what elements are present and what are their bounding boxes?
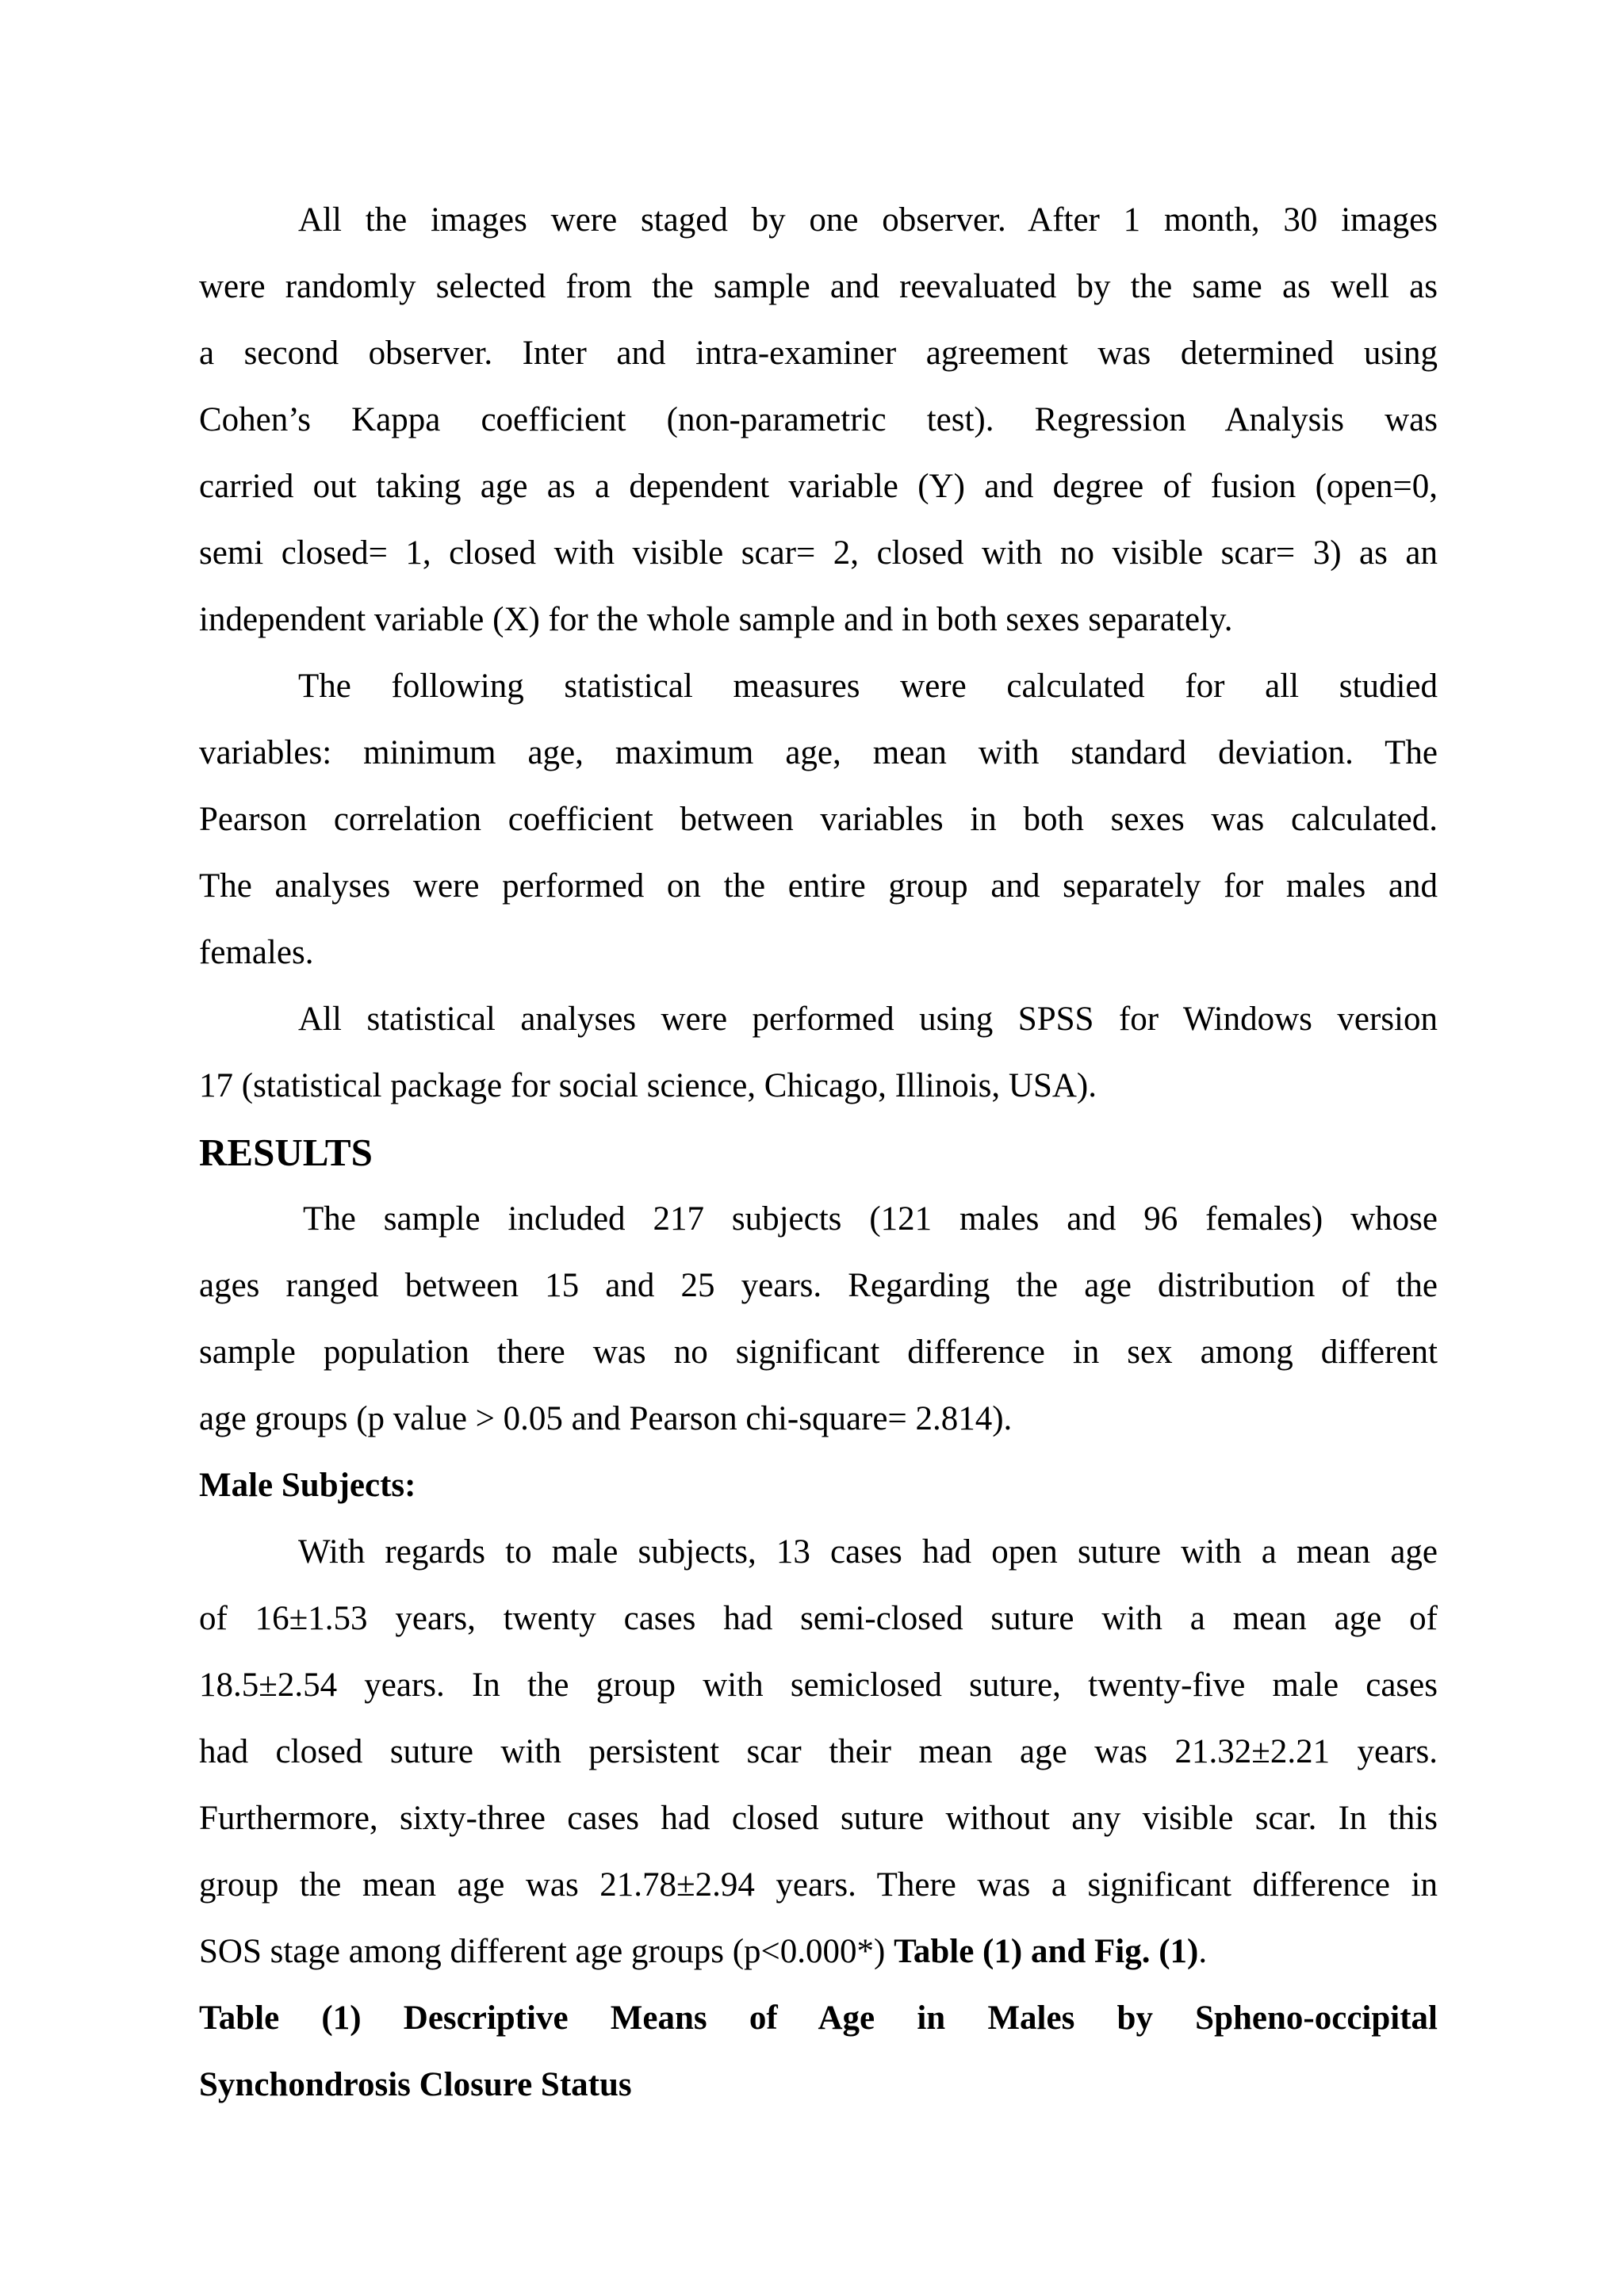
text-line: sample population there was no significant difference in sex among different — [199, 1334, 1438, 1371]
text-run: . — [1198, 1933, 1208, 1970]
text-line: age groups (p value > 0.05 and Pearson chi-square= 2.814). — [199, 1400, 1013, 1437]
text-line: With regards to male subjects, 13 cases had open suture with a mean age — [298, 1533, 1438, 1571]
table-caption — [199, 1985, 1438, 2118]
results-paragraph-male-subjects — [199, 1519, 1438, 1985]
text-line: had closed suture with persistent scar their mean age was 21.32±2.21 years. — [199, 1733, 1438, 1770]
text-line — [199, 1919, 1438, 1985]
methods-paragraph-statistical-measures — [199, 653, 1438, 986]
text-line: variables: minimum age, maximum age, mean with standard deviation. The — [199, 734, 1438, 771]
table-figure-reference: Table (1) and Fig. (1) — [894, 1933, 1199, 1970]
caption-line: Table (1) Descriptive Means of Age in Males by Spheno-occipital — [199, 1999, 1438, 2037]
text-line: carried out taking age as a dependent variable (Y) and degree of fusion (open=0, — [199, 468, 1438, 505]
results-heading: RESULTS — [199, 1131, 373, 1174]
methods-paragraph-spss — [199, 986, 1438, 1119]
text-line: were randomly selected from the sample and reevaluated by the same as well as — [199, 268, 1438, 305]
text-line: 17 (statistical package for social science, Chicago, Illinois, USA). — [199, 1067, 1097, 1104]
text-line: All statistical analyses were performed using SPSS for Windows version — [298, 1001, 1438, 1038]
text-run: SOS stage among different age groups (p<0.000*) — [199, 1933, 894, 1970]
text-line: The sample included 217 subjects (121 males and 96 females) whose — [303, 1200, 1438, 1238]
text-line: 18.5±2.54 years. In the group with semiclosed suture, twenty-five male cases — [199, 1667, 1438, 1704]
text-line: females. — [199, 934, 314, 971]
results-paragraph-sample — [199, 1186, 1438, 1452]
text-line: group the mean age was 21.78±2.94 years. There was a significant difference in — [199, 1866, 1438, 1904]
text-line: All the images were staged by one observer. After 1 month, 30 images — [298, 201, 1438, 239]
male-subjects-heading: Male Subjects: — [199, 1467, 416, 1504]
text-line: The analyses were performed on the entire group and separately for males and — [199, 867, 1438, 905]
text-line: of 16±1.53 years, twenty cases had semi-closed suture with a mean age of — [199, 1600, 1438, 1637]
document-page — [199, 187, 1438, 2118]
text-line: ages ranged between 15 and 25 years. Regarding the age distribution of the — [199, 1267, 1438, 1304]
methods-paragraph-observer-agreement — [199, 187, 1438, 653]
caption-line: Synchondrosis Closure Status — [199, 2066, 632, 2103]
text-line: a second observer. Inter and intra-examiner agreement was determined using — [199, 335, 1438, 372]
text-line: independent variable (X) for the whole sample and in both sexes separately. — [199, 601, 1233, 638]
text-line: Furthermore, sixty-three cases had closed suture without any visible scar. In this — [199, 1800, 1438, 1837]
text-line: Pearson correlation coefficient between variables in both sexes was calculated. — [199, 801, 1438, 838]
text-line: The following statistical measures were calculated for all studied — [298, 668, 1438, 705]
text-line: semi closed= 1, closed with visible scar= 2, closed with no visible scar= 3) as an — [199, 534, 1438, 572]
text-line: Cohen’s Kappa coefficient (non-parametric test). Regression Analysis was — [199, 401, 1438, 438]
